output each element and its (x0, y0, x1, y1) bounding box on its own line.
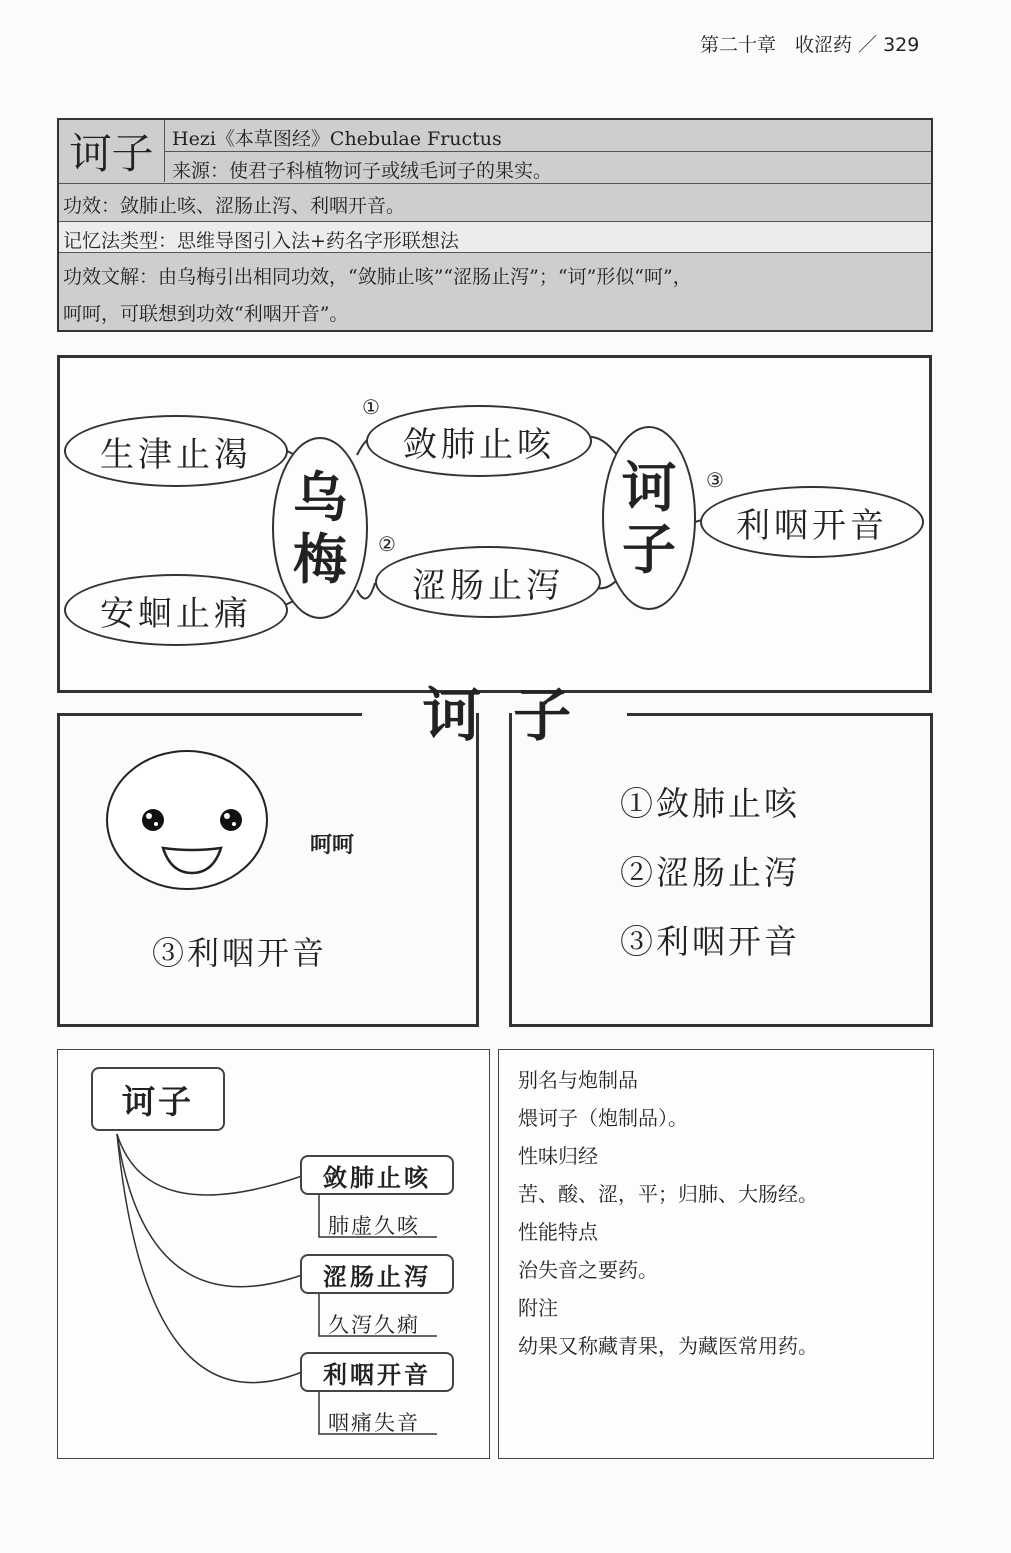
property-value: 煨诃子（炮制品）。 (518, 1106, 688, 1130)
mindmap2-branch-sub: 肺虚久咳 (328, 1214, 420, 1238)
info-efficacy: 功效：敛肺止咳、涩肠止泻、利咽开音。 (63, 195, 406, 217)
info-explain-1: 功效文解：由乌梅引出相同功效，“敛肺止咳”“涩肠止泻”；“诃”形似“呵”， (63, 266, 692, 288)
num-2: ② (378, 532, 396, 556)
mindmap2-root: 诃子 (91, 1067, 225, 1131)
node-wumei-char-2: 梅 (293, 527, 347, 591)
banner-title: 诃 子 (422, 681, 578, 749)
properties-list (518, 1061, 918, 1365)
node-mid-top: 敛肺止咳 (366, 405, 592, 477)
property-key: 性味归经 (518, 1144, 598, 1168)
num-3: ③ (706, 468, 724, 492)
property-value: 苦、酸、涩，平；归肺、大肠经。 (518, 1182, 818, 1206)
property-key: 别名与炮制品 (518, 1068, 638, 1092)
info-name: 诃子 (59, 120, 165, 182)
mindmap2-branch-sub: 久泻久痢 (328, 1313, 420, 1337)
panel-right-item: ③利咽开音 (620, 922, 800, 961)
mindmap2-branch: 涩肠止泻 (300, 1254, 454, 1294)
node-hezi-char-1: 诃 (622, 455, 676, 519)
node-hezi (602, 426, 696, 610)
divider (59, 183, 931, 184)
smiley-face (103, 748, 273, 893)
page-header: 第二十章 收涩药 ／ 329 (700, 34, 920, 56)
node-mid-bottom: 涩肠止泻 (375, 546, 601, 618)
node-left-top: 生津止渴 (64, 415, 288, 487)
info-source: 来源：使君子科植物诃子或绒毛诃子的果实。 (172, 160, 553, 182)
property-key: 附注 (518, 1296, 558, 1320)
node-left-bottom: 安蛔止痛 (64, 574, 288, 646)
info-explain-2: 呵呵，可联想到功效“利咽开音”。 (63, 303, 349, 325)
banner-line-right (627, 690, 932, 693)
property-key: 性能特点 (518, 1220, 598, 1244)
node-wumei (272, 437, 368, 619)
panel-right-item: ②涩肠止泻 (620, 853, 800, 892)
property-value: 治失音之要药。 (518, 1258, 658, 1282)
banner-line-left (57, 690, 362, 693)
panel-left-caption: ③利咽开音 (152, 934, 328, 972)
node-hezi-char-2: 子 (622, 517, 676, 581)
mindmap2-branch: 利咽开音 (300, 1352, 454, 1392)
info-memory-type: 记忆法类型：思维导图引入法+药名字形联想法 (63, 230, 459, 252)
info-latin: Hezi《本草图经》Chebulae Fructus (172, 128, 502, 150)
laugh-text: 呵呵 (310, 832, 355, 858)
num-1: ① (362, 395, 380, 419)
mindmap2-branch-sub: 咽痛失音 (328, 1411, 420, 1435)
divider (165, 151, 931, 152)
node-right: 利咽开音 (700, 486, 924, 558)
mindmap2-branch: 敛肺止咳 (300, 1155, 454, 1195)
panel-right-item: ①敛肺止咳 (620, 784, 800, 823)
node-wumei-char-1: 乌 (293, 465, 347, 529)
property-value: 幼果又称藏青果，为藏医常用药。 (518, 1334, 818, 1358)
